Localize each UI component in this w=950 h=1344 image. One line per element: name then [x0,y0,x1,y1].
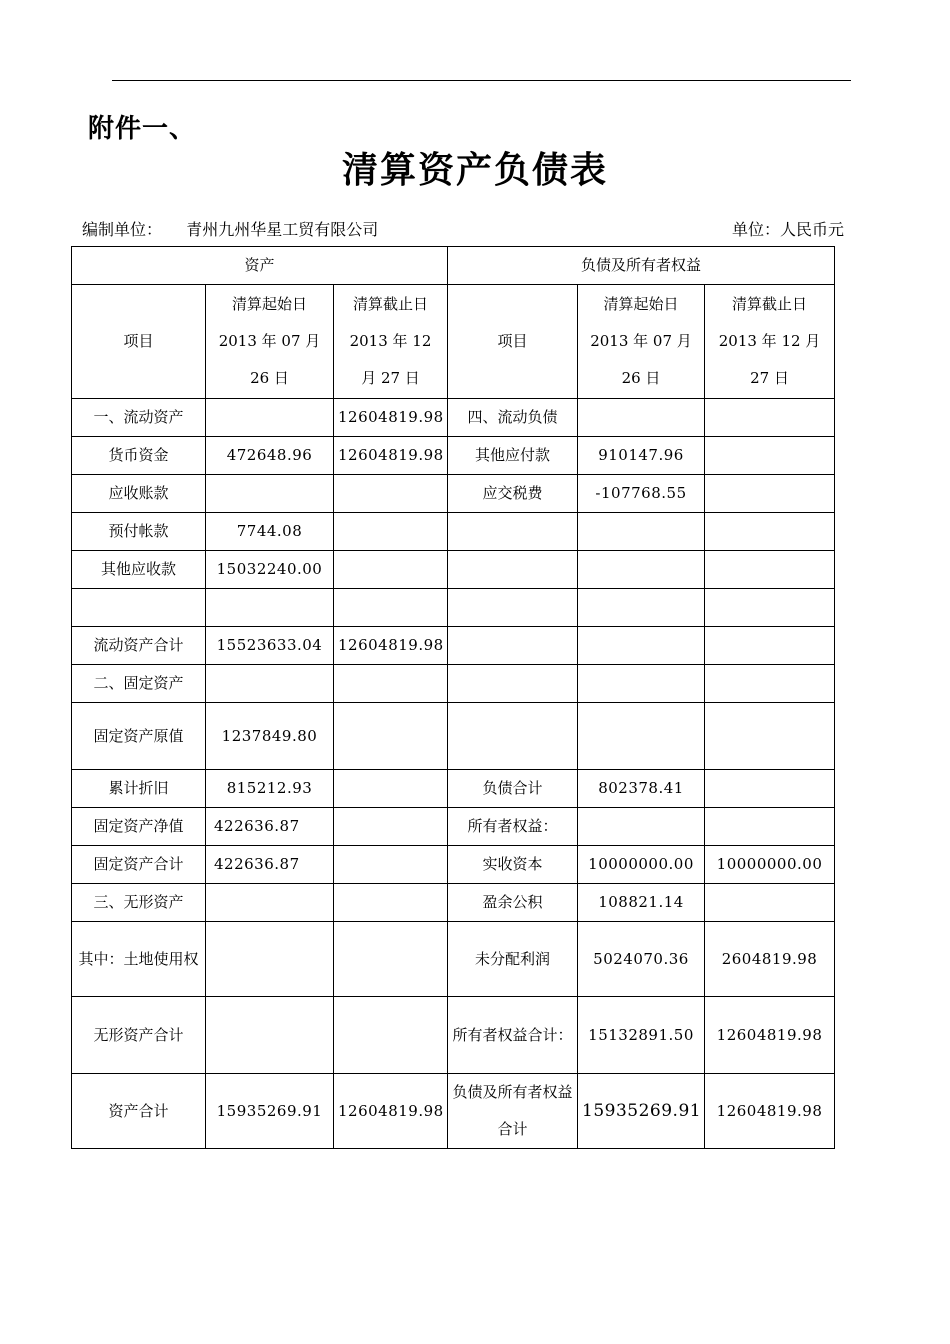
asset-start-value [206,399,334,437]
table-row [72,703,835,770]
liability-start-value: 802378.41 [578,770,705,808]
asset-item: 固定资产净值 [72,808,206,846]
liability-start-value: 15935269.91 [578,1074,705,1149]
table-row [72,1074,835,1149]
liability-end-value [705,884,835,922]
column-header-row [72,285,835,399]
compiling-unit-name: 青州九州华星工贸有限公司 [186,220,379,239]
header-line: 27 日 [750,369,789,387]
asset-end-value [334,665,448,703]
liability-end-value: 12604819.98 [705,997,835,1074]
liability-start-value [578,627,705,665]
table-row [72,627,835,665]
asset-start-value: 472648.96 [206,437,334,475]
liability-start-value [578,551,705,589]
asset-start-value [206,922,334,997]
asset-end-value [334,703,448,770]
table-row [72,808,835,846]
liability-start-value: 108821.14 [578,884,705,922]
liability-item: 所有者权益合计： [448,997,578,1074]
liability-start-value: 10000000.00 [578,846,705,884]
asset-start-value: 422636.87 [206,808,334,846]
liability-start-value [578,513,705,551]
compiling-unit [82,217,378,240]
asset-item: 三、无形资产 [72,884,206,922]
asset-item: 流动资产合计 [72,627,206,665]
header-line: 2013 年 12 [349,332,432,350]
table-row [72,437,835,475]
table-row [72,475,835,513]
asset-start-value: 15032240.00 [206,551,334,589]
asset-end-value: 12604819.98 [334,1074,448,1149]
header-line: 清算截止日 [732,295,808,313]
table-row [72,513,835,551]
header-line: 2013 年 07 月 [590,332,692,350]
asset-start-value [206,589,334,627]
liability-end-value [705,770,835,808]
asset-item: 资产合计 [72,1074,206,1149]
header-line: 2013 年 07 月 [218,332,321,350]
liability-end-value [705,399,835,437]
page-title: 清算资产负债表 [341,150,608,191]
liability-item [448,513,578,551]
header-line: 清算截止日 [353,295,429,313]
liability-start-value: -107768.55 [578,475,705,513]
asset-start-value: 15523633.04 [206,627,334,665]
liability-end-value [705,665,835,703]
table-row [72,399,835,437]
liability-start-value: 5024070.36 [578,922,705,997]
liability-item: 盈余公积 [448,884,578,922]
asset-end-value: 12604819.98 [334,437,448,475]
assets-end-date-header [334,285,448,399]
liability-end-value [705,513,835,551]
asset-start-value: 815212.93 [206,770,334,808]
header-line: 清算起始日 [231,295,307,313]
asset-end-value [334,922,448,997]
liabilities-item-header: 项目 [448,285,578,399]
asset-start-value: 7744.08 [206,513,334,551]
asset-item: 二、固定资产 [72,665,206,703]
header-line: 2013 年 12 月 [718,332,821,350]
asset-end-value [334,997,448,1074]
table-row [72,846,835,884]
header-line: 月 27 日 [361,369,420,387]
asset-start-value [206,997,334,1074]
assets-group-header: 资产 [72,247,448,285]
liability-end-value [705,475,835,513]
asset-item: 无形资产合计 [72,997,206,1074]
liabilities-group-header: 负债及所有者权益 [448,247,835,285]
asset-item: 一、流动资产 [72,399,206,437]
table-row [72,884,835,922]
asset-end-value: 12604819.98 [334,399,448,437]
asset-start-value: 15935269.91 [206,1074,334,1149]
header-line: 清算起始日 [603,295,679,313]
header-rule [112,80,851,81]
liability-item: 应交税费 [448,475,578,513]
liability-start-value [578,703,705,770]
liability-item: 实收资本 [448,846,578,884]
currency-unit: 单位：人民币元 [731,220,844,239]
compiling-unit-label: 编制单位： [82,220,163,239]
header-line: 26 日 [250,369,289,387]
asset-item: 其他应收款 [72,551,206,589]
asset-item: 应收账款 [72,475,206,513]
liability-item [448,665,578,703]
liability-item: 负债及所有者权益合计 [448,1074,578,1149]
liability-end-value [705,808,835,846]
asset-end-value [334,846,448,884]
liabilities-end-date-header [705,285,835,399]
liability-start-value [578,665,705,703]
asset-item: 货币资金 [72,437,206,475]
table-row [72,770,835,808]
asset-start-value [206,884,334,922]
liability-item: 负债合计 [448,770,578,808]
liability-end-value [705,437,835,475]
liability-item [448,589,578,627]
liability-end-value [705,551,835,589]
asset-end-value [334,589,448,627]
liability-item: 四、流动负债 [448,399,578,437]
assets-item-header: 项目 [72,285,206,399]
liability-start-value: 15132891.50 [578,997,705,1074]
liability-start-value [578,399,705,437]
liability-end-value [705,703,835,770]
header-line: 26 日 [621,369,661,387]
liabilities-start-date-header [578,285,705,399]
asset-item: 预付帐款 [72,513,206,551]
asset-item: 固定资产合计 [72,846,206,884]
asset-start-value: 422636.87 [206,846,334,884]
liability-end-value: 2604819.98 [705,922,835,997]
asset-item [72,589,206,627]
table-row [72,997,835,1074]
liability-end-value: 10000000.00 [705,846,835,884]
asset-end-value: 12604819.98 [334,627,448,665]
liability-start-value [578,808,705,846]
asset-item: 固定资产原值 [72,703,206,770]
asset-end-value [334,770,448,808]
liability-item [448,551,578,589]
liability-item [448,703,578,770]
table-row [72,665,835,703]
asset-start-value [206,665,334,703]
liability-start-value: 910147.96 [578,437,705,475]
liability-start-value [578,589,705,627]
liability-end-value: 12604819.98 [705,1074,835,1149]
assets-start-date-header [206,285,334,399]
group-header-row [72,247,835,285]
table-row [72,589,835,627]
asset-end-value [334,808,448,846]
asset-end-value [334,513,448,551]
asset-end-value [334,884,448,922]
balance-sheet-table [71,246,835,1149]
liability-item: 未分配利润 [448,922,578,997]
asset-end-value [334,475,448,513]
liability-item: 所有者权益： [448,808,578,846]
liability-end-value [705,627,835,665]
asset-start-value: 1237849.80 [206,703,334,770]
asset-start-value [206,475,334,513]
table-row [72,551,835,589]
asset-item: 其中：土地使用权 [72,922,206,997]
liability-item: 其他应付款 [448,437,578,475]
liability-end-value [705,589,835,627]
asset-end-value [334,551,448,589]
liability-item [448,627,578,665]
attachment-label: 附件一、 [88,114,197,144]
asset-item: 累计折旧 [72,770,206,808]
table-row [72,922,835,997]
